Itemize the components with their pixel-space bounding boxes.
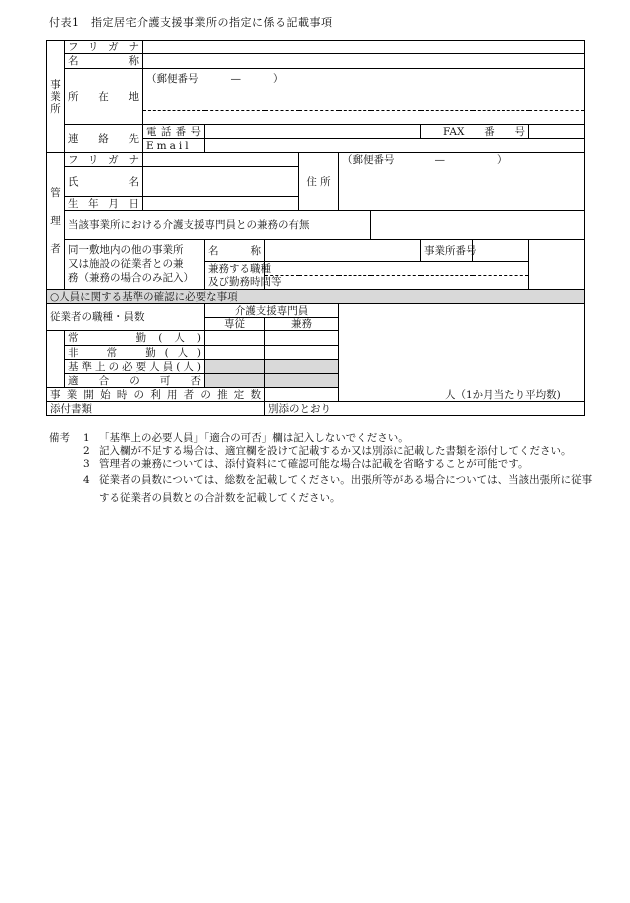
job-type-label: 兼務する職種: [205, 262, 265, 276]
phone-label: 電話番号: [143, 125, 205, 139]
staff-row-fulltime: 常 勤(人): [65, 331, 205, 346]
fax-field[interactable]: [529, 125, 585, 139]
fulltime-label: 専従: [205, 318, 265, 331]
notes-label: 備考: [49, 432, 70, 444]
compliance-concurrent-field: [265, 374, 339, 388]
manager-birthdate-field[interactable]: [143, 197, 299, 211]
form-title: 付表1 指定居宅介護支援事業所の指定に係る記載事項: [49, 16, 333, 29]
email-field[interactable]: [205, 139, 585, 153]
required-concurrent-field: [265, 360, 339, 374]
notes: 備考 1 「基準上の必要人員」「適合の可否」欄は記入しないでください。 2 記入欄が不足する場合は、適宜欄を設けて記載するか又は別添に記載した書類を添付してください。 3 管理者の兼務については、添付資料にて確認可能な場合は記載を省略することが可能です。 4 従業者の員数については、総数を記載してください。出張所等がある場合については、当該出張所に従事する従業者の員数との合計数を記載してください。: [49, 432, 594, 507]
office-contact-label: 連 絡 先: [65, 125, 143, 153]
other-office-label: 同一敷地内の他の事業所 又は施設の従業者との兼 務（兼務の場合のみ記入）: [65, 240, 205, 290]
estimate-field[interactable]: 人（1か月当たり平均数): [265, 388, 585, 402]
office-name-label: 名 称: [65, 54, 143, 69]
office-address-line-1[interactable]: [143, 89, 585, 111]
job-type-field[interactable]: [265, 262, 529, 276]
fulltime-concurrent-field[interactable]: [265, 331, 339, 346]
parttime-concurrent-field[interactable]: [265, 346, 339, 360]
required-dedicated-field: [205, 360, 265, 374]
manager-section-label: 管 理 者: [47, 153, 65, 290]
estimate-label: 事業開始時の利用者の推定数: [47, 388, 265, 402]
office-number-label: 事業所番号: [421, 240, 473, 262]
fax-label: FAX番号: [421, 125, 529, 139]
phone-field[interactable]: [205, 125, 421, 139]
office-address-label: 所 在 地: [65, 69, 143, 125]
staff-row-compliance: 適 合 の 可 否: [65, 374, 205, 388]
office-furigana-label: フリガナ: [65, 41, 143, 54]
office-number-field[interactable]: [473, 240, 529, 262]
office-section-label: 事 業 所: [47, 41, 65, 153]
job-count-label: 従業者の職種・員数: [47, 304, 205, 331]
fulltime-dedicated-field[interactable]: [205, 331, 265, 346]
parttime-dedicated-field[interactable]: [205, 346, 265, 360]
registration-form-table: [46, 40, 585, 416]
staff-row-required: 基準上の必要人員(人): [65, 360, 205, 374]
manager-birthdate-label: 生年月日: [65, 197, 143, 211]
hours-field[interactable]: [265, 276, 529, 290]
concurrent-duty-field[interactable]: [371, 211, 585, 240]
manager-furigana-field[interactable]: [143, 153, 299, 167]
care-manager-label: 介護支援専門員: [205, 304, 339, 318]
compliance-dedicated-field: [205, 374, 265, 388]
note-item: 記入欄が不足する場合は、適宜欄を設けて記載するか又は別添に記載した書類を添付してください。: [99, 445, 572, 457]
manager-name-label: 氏 名: [65, 167, 143, 197]
office-postal-code[interactable]: （郵便番号 — ）: [143, 69, 585, 89]
concurrent-duty-label: 当該事業所における介護支援専門員との兼務の有無: [65, 211, 371, 240]
other-office-name-label: 名 称: [205, 240, 265, 262]
note-item: 従業者の員数については、総数を記載してください。出張所等がある場合については、当該出張所に従事する従業者の員数との合計数を記載してください。: [99, 474, 593, 504]
office-name-field[interactable]: [143, 54, 585, 69]
staff-section-header: ○人員に関する基準の確認に必要な事項: [47, 290, 585, 304]
email-label: Email: [143, 139, 205, 153]
manager-address-field[interactable]: （郵便番号 — ）: [339, 153, 585, 211]
office-furigana-field[interactable]: [143, 41, 585, 54]
attachment-value: 別添のとおり: [265, 402, 585, 416]
concurrent-label: 兼務: [265, 318, 339, 331]
note-item: 「基準上の必要人員」「適合の可否」欄は記入しないでください。: [99, 432, 409, 444]
office-address-line-2[interactable]: [143, 111, 585, 125]
staff-row-parttime: 非 常 勤(人): [65, 346, 205, 360]
other-office-name-field[interactable]: [265, 240, 421, 262]
attachment-label: 添付書類: [47, 402, 265, 416]
manager-address-label: 住 所: [299, 153, 339, 211]
hours-label: 及び勤務時間等: [205, 276, 265, 290]
manager-furigana-label: フリガナ: [65, 153, 143, 167]
manager-name-field[interactable]: [143, 167, 299, 197]
note-item: 管理者の兼務については、添付資料にて確認可能な場合は記載を省略することが可能です。: [99, 458, 529, 470]
